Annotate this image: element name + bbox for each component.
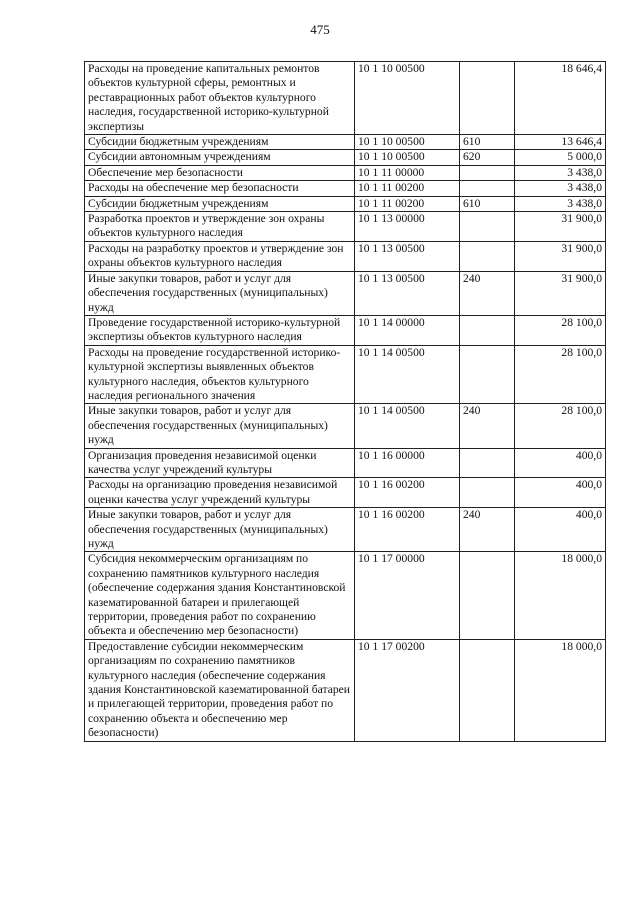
row-name-cell: Обеспечение мер безопасности: [85, 165, 355, 180]
row-code-cell: 10 1 14 00000: [355, 315, 460, 345]
row-sum-cell: 28 100,0: [515, 404, 606, 448]
row-sum-cell: 5 000,0: [515, 150, 606, 165]
row-sum-cell: 31 900,0: [515, 271, 606, 315]
row-type-cell: 610: [460, 135, 515, 150]
row-type-cell: 620: [460, 150, 515, 165]
row-name-cell: Иные закупки товаров, работ и услуг для обеспечения государственных (муниципальных) нужд: [85, 404, 355, 448]
table-row: [85, 404, 606, 448]
row-code-cell: 10 1 13 00500: [355, 241, 460, 271]
table-row: [85, 135, 606, 150]
row-sum-cell: 13 646,4: [515, 135, 606, 150]
page-number: 475: [310, 22, 330, 37]
row-name-cell: Организация проведения независимой оценки качества услуг учреждений культуры: [85, 448, 355, 478]
budget-table: [84, 61, 606, 742]
row-sum-cell: 18 646,4: [515, 62, 606, 135]
row-code-cell: 10 1 14 00500: [355, 345, 460, 404]
table-row: [85, 478, 606, 508]
row-name-cell: Субсидия некоммерческим организациям по сохранению памятников культурного наследия (обеспечение содержания здания Константиновской казематированной батареи и прилегающей территории, проведения работ по сохранению объекта и обеспечению мер безопасности): [85, 552, 355, 639]
row-name-cell: Разработка проектов и утверждение зон охраны объектов культурного наследия: [85, 212, 355, 242]
row-code-cell: 10 1 11 00200: [355, 181, 460, 196]
table-row: [85, 448, 606, 478]
row-type-cell: [460, 478, 515, 508]
row-sum-cell: 3 438,0: [515, 165, 606, 180]
row-code-cell: 10 1 11 00000: [355, 165, 460, 180]
row-type-cell: 240: [460, 271, 515, 315]
row-name-cell: Субсидии автономным учреждениям: [85, 150, 355, 165]
row-type-cell: [460, 639, 515, 741]
row-sum-cell: 3 438,0: [515, 181, 606, 196]
row-sum-cell: 400,0: [515, 448, 606, 478]
row-sum-cell: 18 000,0: [515, 552, 606, 639]
row-name-cell: Субсидии бюджетным учреждениям: [85, 196, 355, 211]
row-sum-cell: 31 900,0: [515, 241, 606, 271]
row-code-cell: 10 1 17 00200: [355, 639, 460, 741]
row-code-cell: 10 1 11 00200: [355, 196, 460, 211]
table-row: [85, 639, 606, 741]
table-row: [85, 196, 606, 211]
row-type-cell: 240: [460, 508, 515, 552]
table-row: [85, 241, 606, 271]
row-type-cell: [460, 448, 515, 478]
row-sum-cell: 31 900,0: [515, 212, 606, 242]
table-row: [85, 552, 606, 639]
table-row: [85, 150, 606, 165]
row-sum-cell: 28 100,0: [515, 345, 606, 404]
row-name-cell: Расходы на разработку проектов и утверждение зон охраны объектов культурного наследия: [85, 241, 355, 271]
row-code-cell: 10 1 17 00000: [355, 552, 460, 639]
table-row: [85, 181, 606, 196]
row-name-cell: Расходы на проведение государственной историко-культурной экспертизы выявленных объектов культурного наследия, объектов культурного наследия регионального значения: [85, 345, 355, 404]
row-code-cell: 10 1 16 00200: [355, 478, 460, 508]
row-type-cell: [460, 212, 515, 242]
row-sum-cell: 3 438,0: [515, 196, 606, 211]
row-name-cell: Иные закупки товаров, работ и услуг для обеспечения государственных (муниципальных) нужд: [85, 271, 355, 315]
row-type-cell: [460, 181, 515, 196]
table-row: [85, 508, 606, 552]
row-code-cell: 10 1 10 00500: [355, 135, 460, 150]
table-row: [85, 345, 606, 404]
row-sum-cell: 400,0: [515, 478, 606, 508]
row-name-cell: Иные закупки товаров, работ и услуг для обеспечения государственных (муниципальных) нужд: [85, 508, 355, 552]
row-type-cell: [460, 345, 515, 404]
row-name-cell: Расходы на организацию проведения независимой оценки качества услуг учреждений культуры: [85, 478, 355, 508]
row-type-cell: 240: [460, 404, 515, 448]
row-code-cell: 10 1 10 00500: [355, 150, 460, 165]
row-name-cell: Расходы на обеспечение мер безопасности: [85, 181, 355, 196]
row-type-cell: [460, 165, 515, 180]
row-sum-cell: 18 000,0: [515, 639, 606, 741]
row-sum-cell: 28 100,0: [515, 315, 606, 345]
row-code-cell: 10 1 13 00500: [355, 271, 460, 315]
table-row: [85, 165, 606, 180]
row-type-cell: 610: [460, 196, 515, 211]
row-code-cell: 10 1 16 00000: [355, 448, 460, 478]
row-code-cell: 10 1 10 00500: [355, 62, 460, 135]
row-type-cell: [460, 552, 515, 639]
row-type-cell: [460, 315, 515, 345]
table-row: [85, 271, 606, 315]
row-name-cell: Предоставление субсидии некоммерческим организациям по сохранению памятников культурного наследия (обеспечение содержания здания Константиновской казематированной батареи и прилегающей территории, проведения работ по сохранению объекта и обеспечению мер безопасности): [85, 639, 355, 741]
budget-table-body: [85, 62, 606, 742]
row-code-cell: 10 1 13 00000: [355, 212, 460, 242]
table-row: [85, 212, 606, 242]
row-type-cell: [460, 241, 515, 271]
row-type-cell: [460, 62, 515, 135]
row-name-cell: Расходы на проведение капитальных ремонтов объектов культурной сферы, ремонтных и реставрационных работ объектов культурного наследия, государственной историко-культурной экспертизы: [85, 62, 355, 135]
row-name-cell: Проведение государственной историко-культурной экспертизы объектов культурного наследия: [85, 315, 355, 345]
row-name-cell: Субсидии бюджетным учреждениям: [85, 135, 355, 150]
table-row: [85, 315, 606, 345]
table-row: [85, 62, 606, 135]
row-code-cell: 10 1 16 00200: [355, 508, 460, 552]
row-code-cell: 10 1 14 00500: [355, 404, 460, 448]
row-sum-cell: 400,0: [515, 508, 606, 552]
